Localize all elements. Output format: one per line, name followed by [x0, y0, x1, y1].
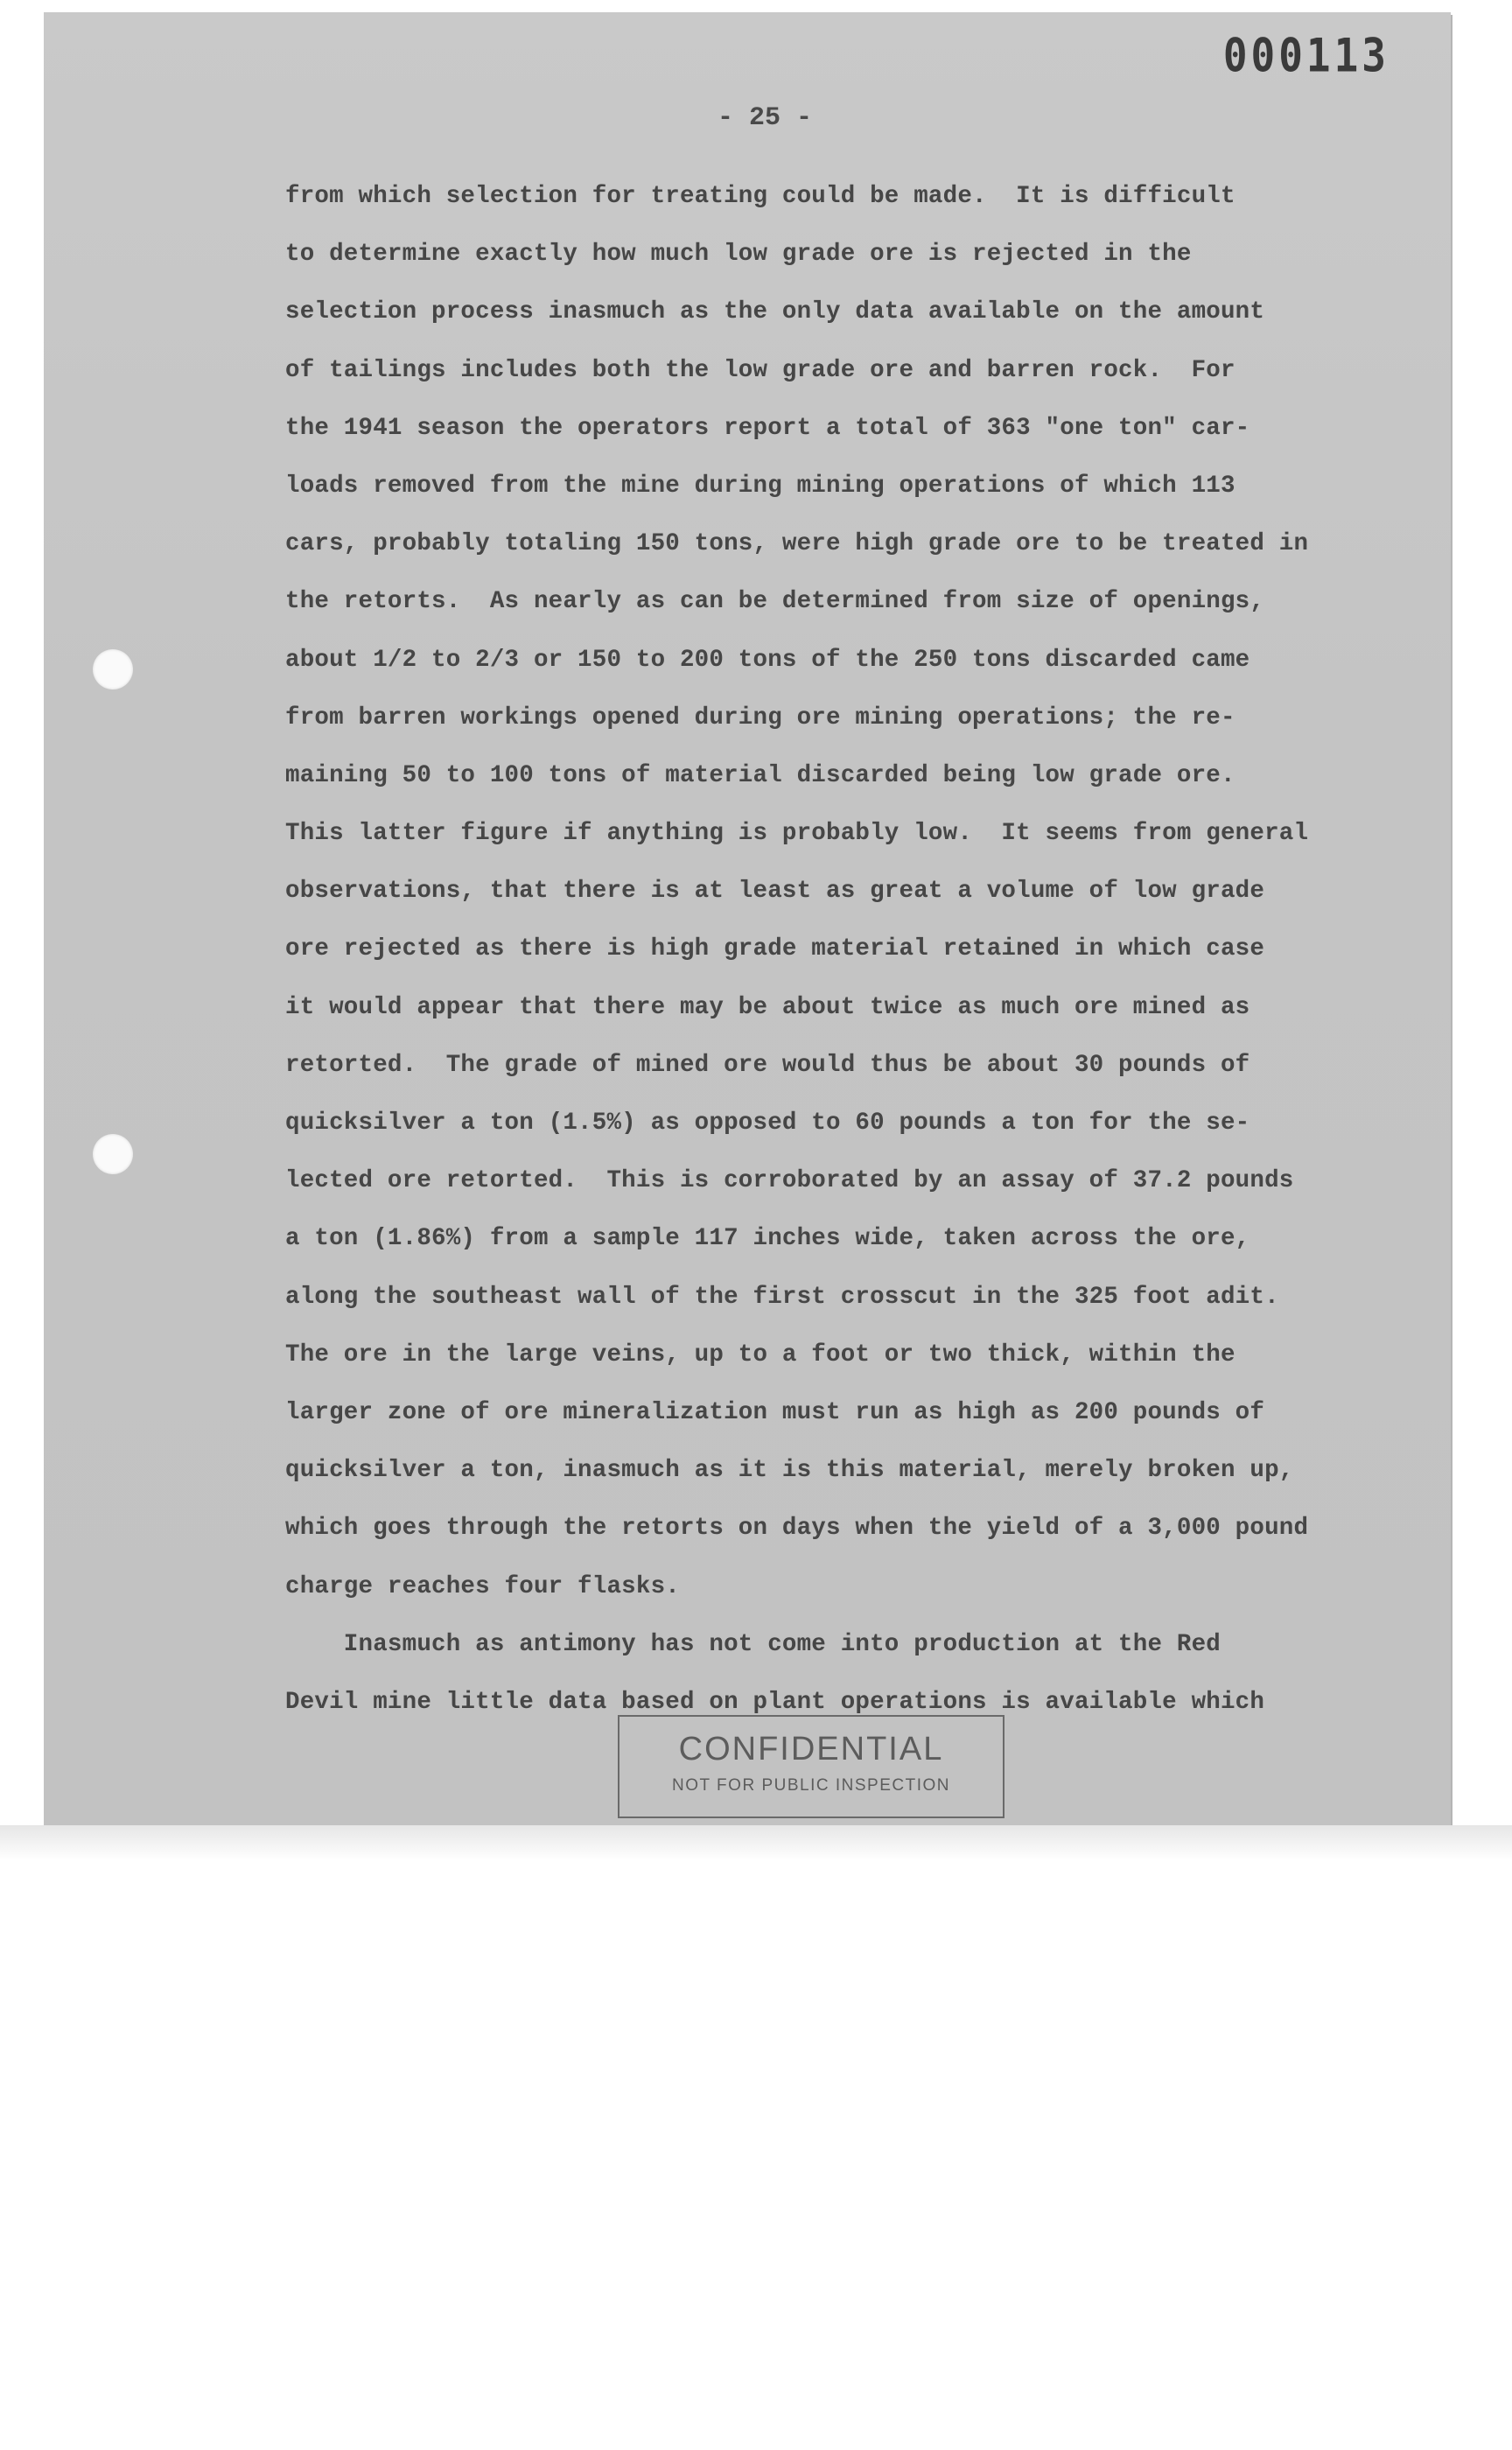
text-line: the retorts. As nearly as can be determined from size of openings, — [285, 588, 1265, 616]
text-line: selection process inasmuch as the only data available on the amount — [285, 298, 1265, 326]
text-line: ore rejected as there is high grade material retained in which case — [285, 935, 1265, 963]
page-edge — [0, 1825, 1512, 1860]
text-line: maining 50 to 100 tons of material discarded being low grade ore. — [285, 761, 1236, 789]
text-line: along the southeast wall of the first crosscut in the 325 foot adit. — [285, 1283, 1279, 1311]
text-line: lected ore retorted. This is corroborated by an assay of 37.2 pounds — [285, 1167, 1294, 1195]
text-line: about 1/2 to 2/3 or 150 to 200 tons of the 250 tons discarded came — [285, 646, 1250, 674]
text-line: from barren workings opened during ore mining operations; the re- — [285, 704, 1236, 732]
text-line: quicksilver a ton (1.5%) as opposed to 60 pounds a ton for the se- — [285, 1110, 1250, 1137]
binder-hole-top — [93, 649, 133, 690]
text-line: The ore in the large veins, up to a foot or two thick, within the — [285, 1340, 1236, 1368]
stamp-title: CONFIDENTIAL — [678, 1731, 944, 1768]
text-line: charge reaches four flasks. — [285, 1572, 680, 1600]
binder-hole-bottom — [93, 1134, 133, 1174]
text-line: to determine exactly how much low grade ore is rejected in the — [285, 241, 1192, 269]
text-line: cars, probably totaling 150 tons, were high grade ore to be treated in — [285, 530, 1309, 558]
stamp-subtitle: NOT FOR PUBLIC INSPECTION — [672, 1776, 950, 1795]
confidential-stamp — [618, 1715, 1004, 1818]
text-line: Devil mine little data based on plant operations is available which — [285, 1688, 1265, 1716]
text-line: from which selection for treating could be made. It is difficult — [285, 183, 1236, 210]
text-line: of tailings includes both the low grade ore and barren rock. For — [285, 356, 1236, 384]
text-line: which goes through the retorts on days when the yield of a 3,000 pound — [285, 1515, 1309, 1543]
body-text — [285, 168, 1423, 1732]
text-line: larger zone of ore mineralization must run as high as 200 pounds of — [285, 1398, 1265, 1426]
text-line: quicksilver a ton, inasmuch as it is this material, merely broken up, — [285, 1457, 1294, 1485]
scanned-page — [44, 12, 1451, 1825]
text-line: it would appear that there may be about twice as much ore mined as — [285, 993, 1250, 1021]
text-line: loads removed from the mine during mining operations of which 113 — [285, 472, 1236, 500]
text-line: Inasmuch as antimony has not come into production at the Red — [285, 1630, 1221, 1658]
text-line: a ton (1.86%) from a sample 117 inches wide, taken across the ore, — [285, 1225, 1250, 1253]
text-line: the 1941 season the operators report a total of 363 "one ton" car- — [285, 414, 1250, 442]
text-line: retorted. The grade of mined ore would thus be about 30 pounds of — [285, 1051, 1250, 1079]
text-line: observations, that there is at least as great a volume of low grade — [285, 878, 1265, 906]
document-id-number: 000113 — [1222, 27, 1390, 83]
page-number: - 25 - — [718, 103, 813, 133]
text-line: This latter figure if anything is probably low. It seems from general — [285, 820, 1309, 848]
